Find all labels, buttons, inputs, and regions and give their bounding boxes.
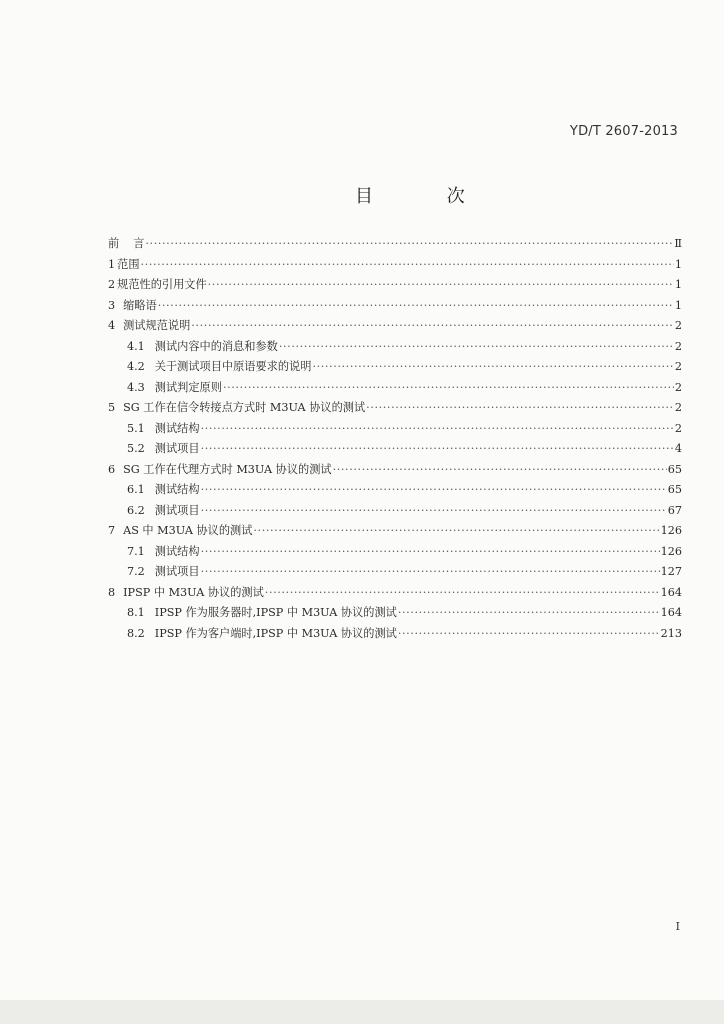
toc-entry-page: 164	[660, 606, 682, 619]
toc-entry-label: IPSP 作为客户端时,IPSP 中 M3UA 协议的测试	[154, 626, 397, 640]
toc-entry-page: 2	[674, 380, 682, 394]
toc-entry[interactable]	[108, 296, 682, 317]
toc-entry-label: 范围	[117, 257, 140, 271]
toc-entry-number: 4.2	[127, 360, 145, 373]
toc-entry[interactable]	[108, 378, 682, 399]
toc-entry-label: SG 工作在信令转接点方式时 M3UA 协议的测试	[123, 401, 366, 414]
toc-entry-number: 3	[108, 298, 116, 312]
toc-entry-page: 2	[674, 319, 682, 332]
toc-dot-leader	[398, 624, 660, 645]
toc-entry-label: 测试内容中的消息和参数	[154, 339, 278, 353]
toc-entry-page: 1	[674, 257, 682, 271]
toc-entry-number: 1	[108, 257, 116, 271]
toc-entry[interactable]	[108, 624, 682, 645]
toc-entry-label: 测试项目	[154, 503, 200, 517]
toc-dot-leader	[201, 439, 674, 460]
toc-entry-page: 2	[674, 339, 682, 353]
toc-entry-number: 2	[108, 278, 116, 291]
toc-entry-number: 5	[108, 401, 116, 414]
toc-entry-number: 7.2	[127, 565, 145, 578]
toc-entry-number: 8	[108, 585, 116, 599]
standard-code: YD/T 2607-2013	[569, 124, 678, 139]
toc-entry[interactable]	[108, 419, 682, 440]
toc-entry-label: 测试项目	[154, 442, 200, 455]
toc-entry-number: 6	[108, 462, 116, 476]
toc-dot-leader	[191, 316, 674, 337]
toc-entry-label: 测试项目	[154, 565, 200, 578]
toc-entry[interactable]	[108, 255, 682, 276]
toc-entry-page: 65	[667, 462, 682, 476]
toc-dot-leader	[201, 419, 674, 440]
toc-dot-leader	[398, 603, 660, 624]
toc-entry-label: 测试规范说明	[123, 319, 191, 332]
toc-entry-number: 7.1	[127, 544, 145, 558]
toc-entry-label: AS 中 M3UA 协议的测试	[123, 524, 253, 537]
toc-dot-leader	[208, 275, 674, 296]
toc-entry-label: 测试结构	[154, 544, 200, 558]
toc-entry-number: 8.2	[127, 626, 145, 640]
page-number: I	[675, 920, 680, 933]
toc-entry[interactable]	[108, 275, 682, 296]
toc-entry-label: IPSP 中 M3UA 协议的测试	[123, 585, 264, 599]
toc-entry[interactable]	[108, 398, 682, 419]
toc-entry-number: 5.2	[127, 442, 145, 455]
toc-dot-leader	[312, 357, 673, 378]
toc-entry[interactable]	[108, 337, 682, 358]
toc-entry[interactable]	[108, 562, 682, 583]
toc-dot-leader	[201, 542, 660, 563]
toc-dot-leader	[145, 234, 673, 255]
toc-entry[interactable]	[108, 234, 682, 255]
page-title: 目 次	[355, 186, 499, 207]
toc-entry[interactable]	[108, 439, 682, 460]
scan-bottom-edge	[0, 1000, 724, 1024]
toc-entry-label: 缩略语	[123, 298, 157, 312]
toc-entry-page: 126	[660, 524, 682, 537]
toc-entry-page: Ⅱ	[674, 237, 682, 250]
toc-entry[interactable]	[108, 316, 682, 337]
toc-dot-leader	[253, 521, 659, 542]
toc-entry-number: 8.1	[127, 606, 145, 619]
toc-entry-page: 65	[667, 483, 682, 496]
toc-dot-leader	[158, 296, 674, 317]
toc-entry[interactable]	[108, 501, 682, 522]
toc-dot-leader	[201, 562, 660, 583]
toc-entry-label: 测试结构	[154, 421, 200, 435]
table-of-contents	[108, 234, 682, 644]
toc-entry-number: 7	[108, 524, 116, 537]
toc-entry-page: 2	[674, 421, 682, 435]
toc-entry[interactable]	[108, 480, 682, 501]
toc-dot-leader	[265, 583, 660, 604]
toc-dot-leader	[366, 398, 674, 419]
toc-entry-number: 6.2	[127, 503, 145, 517]
toc-entry-label: 测试结构	[154, 483, 200, 496]
toc-entry-number: 4	[108, 319, 116, 332]
toc-dot-leader	[141, 255, 674, 276]
toc-entry-number: 4.3	[127, 380, 145, 394]
toc-entry-page: 127	[660, 565, 682, 578]
toc-entry-page: 2	[674, 360, 682, 373]
toc-entry-label: 言	[133, 237, 145, 250]
toc-dot-leader	[279, 337, 674, 358]
toc-entry-number: 5.1	[127, 421, 145, 435]
toc-entry-number: 前	[108, 237, 120, 250]
toc-dot-leader	[201, 501, 667, 522]
toc-entry-page: 164	[660, 585, 682, 599]
toc-entry-page: 1	[674, 278, 682, 291]
toc-entry[interactable]	[108, 542, 682, 563]
toc-entry-label: IPSP 作为服务器时,IPSP 中 M3UA 协议的测试	[154, 606, 397, 619]
toc-entry[interactable]	[108, 603, 682, 624]
toc-entry-page: 213	[660, 626, 682, 640]
toc-entry-number: 6.1	[127, 483, 145, 496]
toc-dot-leader	[333, 460, 667, 481]
toc-entry-page: 1	[674, 298, 682, 312]
toc-entry-page: 126	[660, 544, 682, 558]
toc-entry[interactable]	[108, 357, 682, 378]
toc-entry[interactable]	[108, 460, 682, 481]
toc-entry-label: 关于测试项目中原语要求的说明	[154, 360, 312, 373]
toc-entry[interactable]	[108, 583, 682, 604]
toc-entry-page: 4	[674, 442, 682, 455]
toc-entry-page: 67	[667, 503, 682, 517]
toc-entry-page: 2	[674, 401, 682, 414]
toc-entry-label: SG 工作在代理方式时 M3UA 协议的测试	[123, 462, 332, 476]
toc-dot-leader	[223, 378, 674, 399]
toc-entry-number: 4.1	[127, 339, 145, 353]
toc-entry[interactable]	[108, 521, 682, 542]
toc-entry-label: 测试判定原则	[154, 380, 222, 394]
toc-entry-label: 规范性的引用文件	[117, 278, 207, 291]
toc-dot-leader	[201, 480, 667, 501]
